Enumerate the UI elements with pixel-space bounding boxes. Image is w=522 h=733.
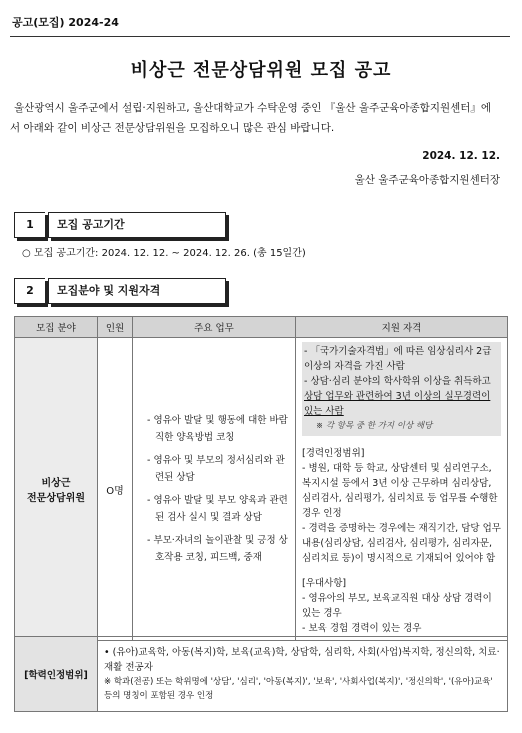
- section-1-number: 1: [14, 212, 45, 238]
- section-2-title: 모집분야 및 지원자격: [48, 278, 226, 304]
- field-line-2: 전문상담위원: [27, 493, 85, 504]
- issuer-name: 울산 울주군육아종합지원센터장: [354, 174, 500, 186]
- header-qualifications: 지원 자격: [296, 317, 508, 338]
- qualifications-cell: [296, 338, 508, 641]
- preference-item: - 보육 경험 경력이 있는 경우: [302, 623, 422, 634]
- qualification-item: [304, 374, 499, 419]
- duties-cell: [133, 338, 296, 641]
- education-majors: • (유아)교육학, 아동(복지)학, 보육(교육)학, 상담학, 심리학, 사회(사업)복지학, 정신의학, 치료·재활 전공자: [104, 647, 500, 673]
- count-cell: O명: [98, 338, 133, 641]
- preference-item: - 영유아의 부모, 보육교직원 대상 상담 경력이 있는 경우: [302, 593, 492, 619]
- header-field: 모집 분야: [15, 317, 98, 338]
- main-qualifications: [302, 342, 501, 436]
- table-header-row: [15, 317, 508, 338]
- table-row: [15, 338, 508, 641]
- education-label: [학력인정범위]: [15, 637, 98, 712]
- education-note: ※ 학과(전공) 또는 학위명에 '상담', '심리', '아동(복지)', '보육', '사회사업(복지)', '정신의학', '(유아)교육' 등의 명칭이 포함된 경우 인정: [104, 677, 493, 701]
- duty-item: - 영유아 및 부모의 정서심리와 관련된 상담: [147, 455, 285, 483]
- section-1-title: 모집 공고기간: [48, 212, 226, 238]
- top-divider: [10, 36, 510, 37]
- duty-item: - 영유아 발달 및 부모 양육과 관련된 검사 실시 및 결과 상담: [147, 495, 288, 523]
- career-item: - 경력을 증명하는 경우에는 재직기간, 담당 업무내용(심리상담, 심리검사, 심리평가, 심리자문, 심리치료 등)이 명시적으로 기재되어 있어야 함: [302, 523, 501, 564]
- education-body: [98, 637, 508, 712]
- qualification-note: ※ 각 항목 중 한 가지 이상 해당: [316, 421, 433, 431]
- recruitment-table: [14, 316, 508, 641]
- document-number: 공고(모집) 2024-24: [12, 16, 119, 29]
- education-table: [14, 636, 508, 712]
- duty-item: - 부모·자녀의 놀이관찰 및 긍정 상호작용 코칭, 피드백, 중재: [147, 535, 288, 563]
- header-duties: 주요 업무: [133, 317, 296, 338]
- page-title: 비상근 전문상담위원 모집 공고: [130, 60, 392, 81]
- header-count: 인원: [98, 317, 133, 338]
- duty-item: - 영유아 발달 및 행동에 대한 바람직한 양육방법 코칭: [147, 415, 288, 443]
- field-cell: [15, 338, 98, 641]
- recruitment-period: ○ 모집 공고기간: 2024. 12. 12. ~ 2024. 12. 26. (총 15일간): [22, 248, 306, 259]
- preference-heading: [우대사항]: [302, 578, 347, 589]
- section-2-number: 2: [14, 278, 45, 304]
- table-row: [15, 637, 508, 712]
- qualification-underlined: 상담 업무와 관련하여 3년 이상의 실무경력이 있는 사람: [304, 391, 491, 417]
- career-item: - 병원, 대학 등 학교, 상담센터 및 심리연구소, 복지시설 등에서 3년 이상 근무하며 심리상담, 심리검사, 심리평가, 심리치료 등 업무를 수행한 경우 인정: [302, 463, 498, 519]
- intro-paragraph: 울산광역시 울주군에서 설립·지원하고, 울산대학교가 수탁운영 중인 『울산 울주군육아종합지원센터』에서 아래와 같이 비상근 전문상담위원을 모집하오니 많은 관심 바랍니다.: [10, 102, 492, 134]
- qualification-text: - 상담·심리 분야의 학사학위 이상을 취득하고: [304, 376, 491, 387]
- field-line-1: 비상근: [41, 478, 71, 489]
- announcement-date: 2024. 12. 12.: [422, 150, 500, 162]
- career-heading: [경력인정범위]: [302, 448, 365, 459]
- qualification-item: - 「국가기술자격법」에 따른 임상심리사 2급 이상의 자격을 가진 사람: [304, 346, 492, 372]
